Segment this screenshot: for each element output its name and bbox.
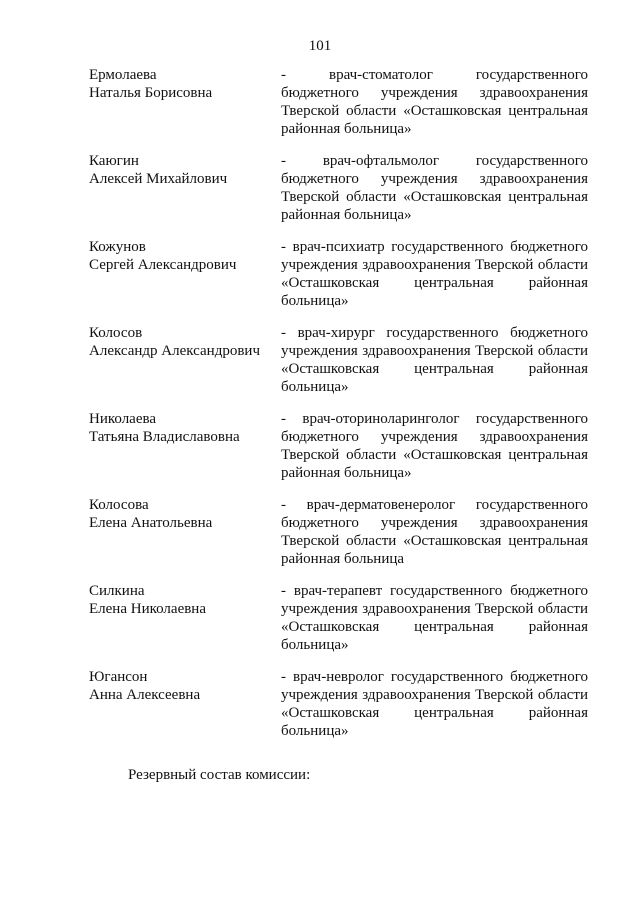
position-line: Тверской области «Осташковская центральная <box>281 103 588 119</box>
member-name <box>89 324 274 360</box>
member-entry <box>0 238 640 324</box>
member-entry <box>0 496 640 582</box>
position-line: «Осташковская центральная районная <box>281 361 588 377</box>
member-position <box>281 410 588 482</box>
position-line: «Осташковская центральная районная <box>281 705 588 721</box>
reserve-heading: Резервный состав комиссии: <box>128 767 311 783</box>
position-line: - врач-дерматовенеролог государственного <box>281 497 588 513</box>
member-surname: Колосова <box>89 497 149 513</box>
position-line: районная больница» <box>281 465 412 481</box>
member-surname: Ермолаева <box>89 67 157 83</box>
member-name <box>89 582 274 618</box>
member-given-names: Анна Алексеевна <box>89 687 201 703</box>
member-given-names: Алексей Михайлович <box>89 171 228 187</box>
member-given-names: Татьяна Владиславовна <box>89 429 240 445</box>
position-line: - врач-стоматолог государственного <box>281 67 588 83</box>
member-name <box>89 410 274 446</box>
position-line: больница» <box>281 293 349 309</box>
member-entry <box>0 410 640 496</box>
member-given-names: Сергей Александрович <box>89 257 237 273</box>
member-position <box>281 496 588 568</box>
member-position <box>281 324 588 396</box>
member-given-names: Наталья Борисовна <box>89 85 213 101</box>
position-line: Тверской области «Осташковская центральная <box>281 447 588 463</box>
position-line: - врач-оториноларинголог государственного <box>281 411 588 427</box>
position-line: учреждения здравоохранения Тверской области <box>281 687 588 703</box>
member-name <box>89 66 274 102</box>
member-surname: Каюгин <box>89 153 139 169</box>
member-given-names: Елена Анатольевна <box>89 515 213 531</box>
member-position <box>281 66 588 138</box>
member-name <box>89 152 274 188</box>
position-line: Тверской области «Осташковская центральная <box>281 533 588 549</box>
member-entry <box>0 152 640 238</box>
position-line: больница» <box>281 637 349 653</box>
position-line: учреждения здравоохранения Тверской области <box>281 257 588 273</box>
member-surname: Кожунов <box>89 239 146 255</box>
position-line: - врач-психиатр государственного бюджетного <box>281 239 588 255</box>
member-surname: Николаева <box>89 411 157 427</box>
position-line: районная больница» <box>281 207 412 223</box>
page-number: 101 <box>308 38 332 54</box>
member-surname: Колосов <box>89 325 143 341</box>
member-entry <box>0 668 640 754</box>
member-given-names: Александр Александрович <box>89 343 260 359</box>
position-line: больница» <box>281 379 349 395</box>
position-line: бюджетного учреждения здравоохранения <box>281 515 588 531</box>
member-entry <box>0 66 640 152</box>
position-line: учреждения здравоохранения Тверской области <box>281 343 588 359</box>
member-position <box>281 582 588 654</box>
position-line: «Осташковская центральная районная <box>281 619 588 635</box>
position-line: районная больница» <box>281 121 412 137</box>
position-line: бюджетного учреждения здравоохранения <box>281 171 588 187</box>
position-line: Тверской области «Осташковская центральная <box>281 189 588 205</box>
position-line: - врач-невролог государственного бюджетного <box>281 669 588 685</box>
member-entry <box>0 582 640 668</box>
member-entry <box>0 324 640 410</box>
member-position <box>281 238 588 310</box>
member-name <box>89 496 274 532</box>
position-line: бюджетного учреждения здравоохранения <box>281 85 588 101</box>
position-line: учреждения здравоохранения Тверской области <box>281 601 588 617</box>
member-position <box>281 152 588 224</box>
position-line: бюджетного учреждения здравоохранения <box>281 429 588 445</box>
member-list <box>0 66 640 754</box>
position-line: - врач-терапевт государственного бюджетного <box>281 583 588 599</box>
member-surname: Югансон <box>89 669 148 685</box>
position-line: - врач-хирург государственного бюджетного <box>281 325 588 341</box>
position-line: районная больница <box>281 551 405 567</box>
member-given-names: Елена Николаевна <box>89 601 206 617</box>
member-surname: Силкина <box>89 583 145 599</box>
position-line: - врач-офтальмолог государственного <box>281 153 588 169</box>
position-line: «Осташковская центральная районная <box>281 275 588 291</box>
member-position <box>281 668 588 740</box>
member-name <box>89 668 274 704</box>
member-name <box>89 238 274 274</box>
position-line: больница» <box>281 723 349 739</box>
